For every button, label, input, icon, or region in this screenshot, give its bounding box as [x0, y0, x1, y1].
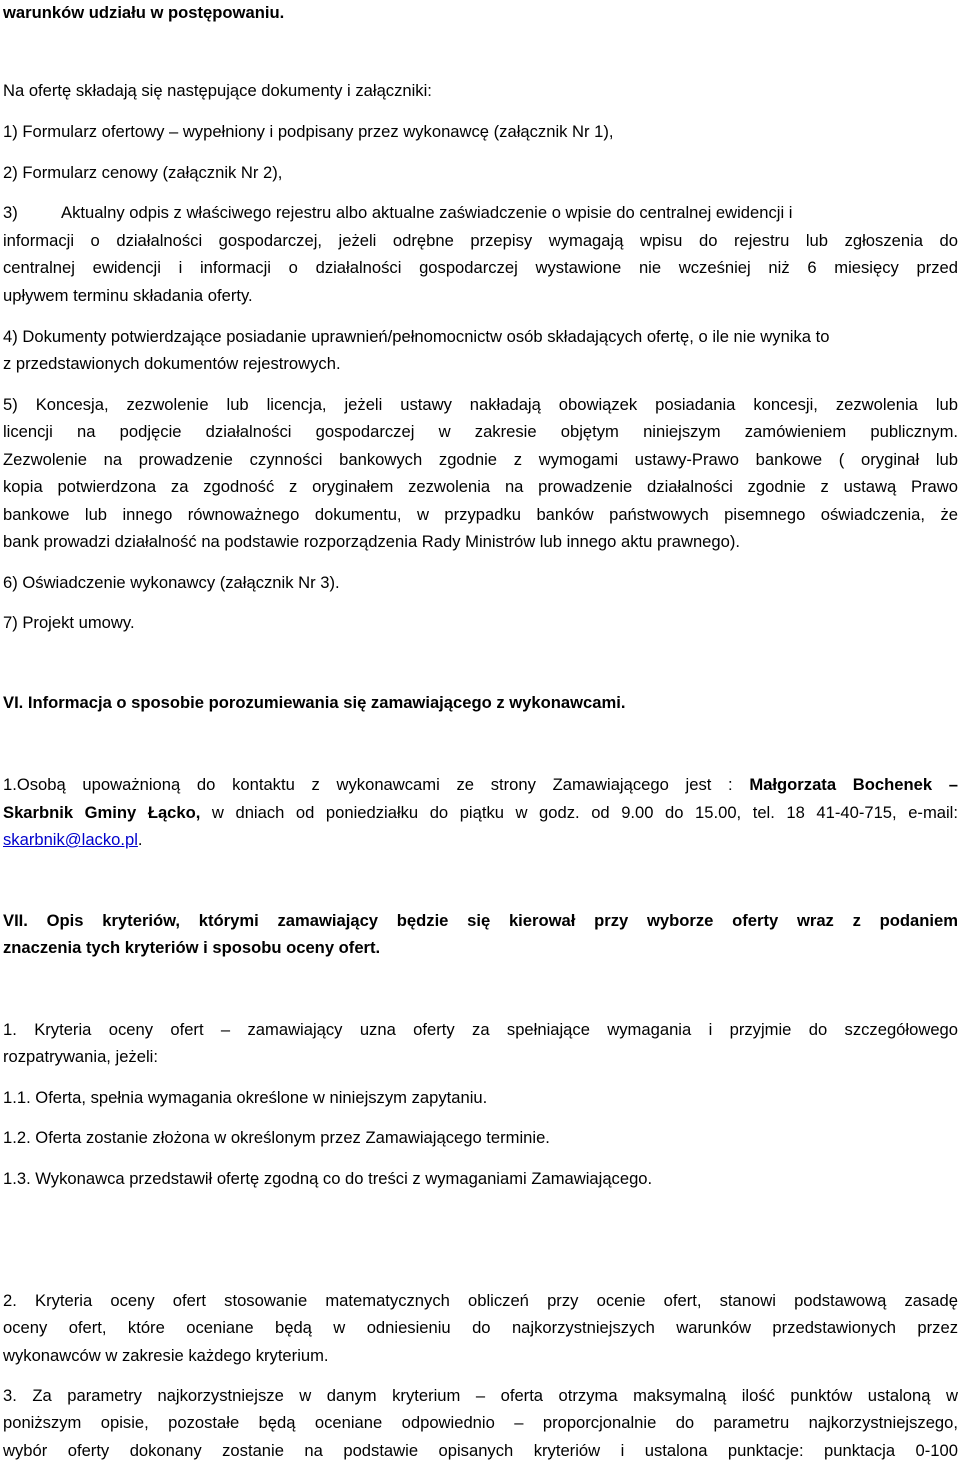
attachment-item-3-line-4: upływem terminu składania oferty.	[3, 286, 253, 305]
contact-person-role: Skarbnik Gminy Łącko,	[3, 803, 201, 822]
criterion-3-line-3: wybór oferty dokonany zostanie na podstawie opisanych kryteriów i ustalona punktacje: punktacja 0-100	[3, 1441, 958, 1460]
attachment-item-7: 7) Projekt umowy.	[3, 613, 135, 632]
contact-hours-phone: w dniach od poniedziałku do piątku w godz. od 9.00 do 15.00, tel. 18 41-40-715, e-mail:	[200, 803, 958, 822]
criterion-2-line-3: wykonawców w zakresie każdego kryterium.	[3, 1346, 329, 1365]
attachment-item-5-line-1: 5) Koncesja, zezwolenie lub licencja, jeżeli ustawy nakładają obowiązek posiadania koncesji, zezwolenia lub	[3, 395, 958, 414]
top-line: warunków udziału w postępowaniu.	[3, 3, 285, 22]
section-6-heading: VI. Informacja o sposobie porozumiewania się zamawiającego z wykonawcami.	[3, 693, 626, 712]
attachment-item-3-line-2: informacji o działalności gospodarczej, jeżeli odrębne przepisy wymagają wpisu do rejestru lub zgłoszenia do	[3, 231, 958, 250]
criterion-2-line-2: oceny ofert, które oceniane będą w odniesieniu do najkorzystniejszych warunków przedstawionych przez	[3, 1318, 958, 1337]
contact-person-name: Małgorzata Bochenek –	[749, 775, 958, 794]
attachments-intro: Na ofertę składają się następujące dokumenty i załączniki:	[3, 81, 432, 100]
attachment-item-3-line-3: centralnej ewidencji i informacji o działalności gospodarczej wystawione nie wcześniej niż 6 miesięcy przed	[3, 258, 958, 277]
attachment-item-5-line-3: Zezwolenie na prowadzenie czynności bankowych zgodnie z wymogami ustawy-Prawo bankowe ( oryginał lub	[3, 450, 958, 469]
attachment-item-2: 2) Formularz cenowy (załącznik Nr 2),	[3, 163, 283, 182]
criterion-1-line-2: rozpatrywania, jeżeli:	[3, 1047, 158, 1066]
attachment-item-5-line-5: bankowe lub innego równoważnego dokumentu, w przypadku banków państwowych pisemnego oświadczenia, że	[3, 505, 958, 524]
contact-intro: 1.Osobą upoważnioną do kontaktu z wykonawcami ze strony Zamawiającego jest :	[3, 775, 750, 794]
criterion-3-line-1: 3. Za parametry najkorzystniejsze w danym kryterium – oferta otrzyma maksymalną ilość punktów ustaloną w	[3, 1386, 958, 1405]
attachment-item-5-line-6: bank prowadzi działalność na podstawie rozporządzenia Rady Ministrów lub innego aktu prawnego).	[3, 532, 740, 551]
email-link[interactable]: skarbnik@lacko.pl	[3, 830, 138, 849]
criterion-1-1: 1.1. Oferta, spełnia wymagania określone w niniejszym zapytaniu.	[3, 1088, 488, 1107]
attachment-item-5-line-2: licencji na podjęcie działalności gospodarczej w zakresie objętym niniejszym zamówieniem publicznym.	[3, 422, 958, 441]
attachment-item-4-line-1: 4) Dokumenty potwierdzające posiadanie uprawnień/pełnomocnictw osób składających ofertę, o ile nie wynika to	[3, 327, 830, 346]
attachment-item-4-line-2: z przedstawionych dokumentów rejestrowych.	[3, 354, 341, 373]
attachment-item-3-text: Aktualny odpis z właściwego rejestru albo aktualne zaświadczenie o wpisie do centralnej ewidencji i	[61, 203, 793, 222]
section-7-heading-line-2: znaczenia tych kryteriów i sposobu oceny ofert.	[3, 938, 381, 957]
criterion-1-2: 1.2. Oferta zostanie złożona w określonym przez Zamawiającego terminie.	[3, 1128, 550, 1147]
section-6-contact-line-1	[3, 775, 958, 795]
criterion-1-3: 1.3. Wykonawca przedstawił ofertę zgodną co do treści z wymaganiami Zamawiającego.	[3, 1169, 653, 1188]
attachment-item-5-line-4: kopia potwierdzona za zgodność z oryginałem zezwolenia na prowadzenie działalności zgodnie z ustawą Prawo	[3, 477, 958, 496]
criterion-2-line-1: 2. Kryteria oceny ofert stosowanie matematycznych obliczeń przy ocenie ofert, stanowi podstawową zasadę	[3, 1291, 958, 1310]
section-6-contact-line-2	[3, 803, 958, 823]
attachment-item-1: 1) Formularz ofertowy – wypełniony i podpisany przez wykonawcę (załącznik Nr 1),	[3, 122, 614, 141]
criterion-1-line-1: 1. Kryteria oceny ofert – zamawiający uzna oferty za spełniające wymagania i przyjmie do szczegółowego	[3, 1020, 958, 1039]
attachment-item-6: 6) Oświadczenie wykonawcy (załącznik Nr 3).	[3, 573, 340, 592]
email-period: .	[137, 830, 143, 849]
section-7-heading-line-1: VII. Opis kryteriów, którymi zamawiający będzie się kierował przy wyborze oferty wraz z podaniem	[3, 911, 958, 930]
section-6-contact-line-3	[3, 830, 958, 850]
criterion-3-line-2: poniższym opisie, pozostałe będą oceniane odpowiednio – proporcjonalnie do parametru najkorzystniejszego,	[3, 1413, 958, 1432]
attachment-item-3-number: 3)	[3, 203, 18, 222]
attachment-item-3-line-1	[3, 203, 958, 223]
